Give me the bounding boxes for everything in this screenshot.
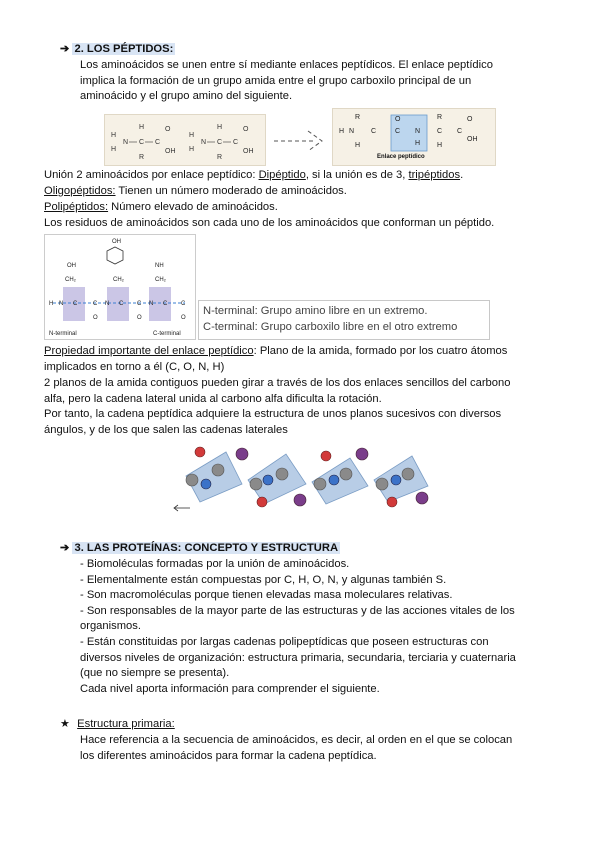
svg-text:C: C [93, 301, 98, 307]
svg-text:O: O [181, 315, 186, 321]
svg-text:OH: OH [112, 239, 121, 245]
svg-text:C: C [181, 301, 186, 307]
planes-paragraph [44, 376, 510, 438]
svg-text:N: N [415, 128, 421, 135]
property-term: Propiedad importante del enlace peptídico [44, 345, 254, 357]
primary-structure-paragraph [80, 733, 512, 764]
svg-text:OH: OH [165, 148, 176, 155]
primary-structure-title: Estructura primaria: [77, 718, 175, 730]
list-item: - Son responsables de la mayor parte de las estructuras y de las acciones vitales de los [80, 604, 515, 617]
tripeptide-term: tripéptidos [408, 169, 461, 181]
svg-text:NH: NH [155, 263, 164, 269]
svg-text:C: C [155, 139, 161, 146]
svg-text:H: H [49, 301, 54, 307]
svg-text:CH₂: CH₂ [65, 277, 76, 283]
tripeptide-diagram [45, 235, 195, 339]
list-item: organismos. [80, 620, 141, 633]
svg-text:N: N [149, 301, 154, 307]
arrow-icon: ➔ [60, 542, 70, 554]
svg-text:O: O [243, 126, 249, 133]
paragraph-peptide-bond [80, 58, 493, 105]
dipeptide-text: Unión 2 aminoácidos por enlace peptídico: [44, 169, 259, 181]
arrow-icon: ➔ [60, 43, 70, 55]
svg-text:C: C [137, 301, 142, 307]
list-item: diversos niveles de organización: estructura primaria, secundaria, terciaria y cuaternaria [80, 651, 516, 664]
peptide-planes-figure [166, 440, 442, 512]
section-2-title: 2. LOS PÉPTIDOS: [74, 43, 174, 55]
list-item: - Son macromoléculas porque tienen elevadas masa moleculares relativas. [80, 589, 453, 602]
polypeptide-term: Polipéptidos: [44, 201, 109, 213]
svg-text:CH₂: CH₂ [113, 277, 124, 283]
amino-acids-diagram [105, 115, 265, 165]
svg-text:H: H [355, 142, 361, 149]
tripeptide-figure [44, 234, 196, 340]
oligopeptide-line [44, 184, 347, 200]
peptide-bond-caption: Enlace peptídico [377, 154, 425, 160]
svg-text:O: O [165, 126, 171, 133]
svg-text:C: C [73, 301, 78, 307]
c-terminal-definition: C-terminal: Grupo carboxilo libre en el otro extremo [203, 321, 458, 333]
svg-text:C: C [163, 301, 168, 307]
list-item: - Elementalmente están compuestas por C, H, O, N, y algunas también S. [80, 573, 447, 586]
polypeptide-text: Número elevado de aminoácidos. [108, 201, 278, 213]
star-icon: ★ [60, 718, 71, 730]
paragraph-line: ángulos, y de los que salen las cadenas laterales [44, 423, 288, 436]
property-text: : Plano de la amida, formado por los cuatro átomos [253, 345, 508, 357]
oligopeptide-term: Oligopéptidos: [44, 185, 116, 197]
svg-text:R: R [139, 154, 145, 161]
reaction-arrow-icon [272, 126, 328, 156]
n-terminal-label: N-terminal [49, 331, 77, 337]
list-item: - Biomoléculas formadas por la unión de aminoácidos. [80, 558, 350, 570]
dipeptide-term: Dipéptido [258, 169, 306, 181]
amino-acids-figure [104, 114, 266, 166]
section-3-heading [60, 541, 340, 557]
paragraph-line: Los aminoácidos se unen entre sí mediante enlaces peptídicos. El enlace peptídico [80, 59, 493, 71]
residues-line: Los residuos de aminoácidos son cada uno de los aminoácidos que conforman un péptido. [44, 217, 495, 229]
svg-text:H: H [339, 128, 345, 135]
svg-text:C: C [457, 128, 463, 135]
tripeptide-text: , si la unión es de 3, [305, 169, 409, 181]
svg-text:N: N [123, 139, 129, 146]
c-terminal-label: C-terminal [153, 331, 181, 337]
svg-text:O: O [395, 116, 401, 123]
svg-text:CH₂: CH₂ [155, 277, 166, 283]
paragraph-line: Hace referencia a la secuencia de aminoácidos, es decir, al orden en el que se colocan [80, 734, 513, 746]
terminal-definitions-box [198, 300, 490, 340]
svg-text:N: N [349, 128, 355, 135]
list-item: Cada nivel aporta información para comprender el siguiente. [80, 682, 380, 695]
svg-text:OH: OH [243, 148, 254, 155]
paragraph-line: 2 planos de la amida contiguos pueden girar a través de los dos enlaces sencillos del carbono [44, 377, 511, 389]
peptide-bond-figure [332, 108, 496, 166]
svg-text:H: H [415, 140, 421, 147]
svg-text:H: H [189, 146, 195, 153]
svg-text:H: H [111, 132, 117, 139]
paragraph-line: implica la formación de un grupo amida entre el grupo carboxilo principal de un [80, 74, 472, 87]
property-line-2: implicados en torno a él (C, O, N, H) [44, 361, 225, 373]
svg-text:H: H [189, 132, 195, 139]
paragraph-line: alfa, pero la cadena lateral unida al carbono alfa dificulta la rotación. [44, 392, 382, 405]
svg-text:OH: OH [467, 136, 478, 143]
paragraph-line: Por tanto, la cadena peptídica adquiere la estructura de unos planos sucesivos con diversos [44, 408, 502, 421]
svg-text:OH: OH [67, 263, 76, 269]
svg-text:O: O [93, 315, 98, 321]
period: . [460, 169, 464, 181]
svg-text:R: R [355, 114, 361, 121]
svg-text:N: N [59, 301, 64, 307]
svg-text:H: H [111, 146, 117, 153]
svg-text:C: C [395, 128, 401, 135]
svg-text:O: O [467, 116, 473, 123]
svg-text:C: C [371, 128, 377, 135]
paragraph-line: los diferentes aminoácidos para formar la cadena peptídica. [80, 749, 377, 762]
svg-text:C: C [119, 301, 124, 307]
svg-text:N: N [201, 139, 207, 146]
svg-text:C: C [217, 139, 223, 146]
proteins-list [80, 557, 516, 697]
svg-text:C: C [139, 139, 145, 146]
svg-text:C: C [437, 128, 443, 135]
paragraph-line: aminoácido y el grupo amino del siguiente. [80, 90, 293, 103]
section-3-title: 3. LAS PROTEÍNAS: CONCEPTO Y ESTRUCTURA [74, 542, 339, 554]
section-2-heading [60, 42, 175, 58]
svg-text:H: H [217, 124, 223, 131]
svg-text:H: H [139, 124, 145, 131]
list-item: (que no siempre se presenta). [80, 667, 230, 680]
svg-text:C: C [233, 139, 239, 146]
property-line [44, 344, 507, 360]
oligopeptide-text: Tienen un número moderado de aminoácidos. [115, 185, 347, 197]
svg-text:H: H [437, 142, 443, 149]
svg-text:O: O [137, 315, 142, 321]
svg-text:R: R [437, 114, 443, 121]
svg-text:N: N [105, 301, 110, 307]
svg-text:R: R [217, 154, 223, 161]
polypeptide-line [44, 200, 278, 216]
primary-structure-heading [60, 717, 175, 733]
n-terminal-definition: N-terminal: Grupo amino libre en un extremo. [203, 305, 428, 317]
list-item: - Están constituidas por largas cadenas polipeptídicas que poseen estructuras con [80, 635, 489, 648]
dipeptide-line [44, 168, 463, 184]
